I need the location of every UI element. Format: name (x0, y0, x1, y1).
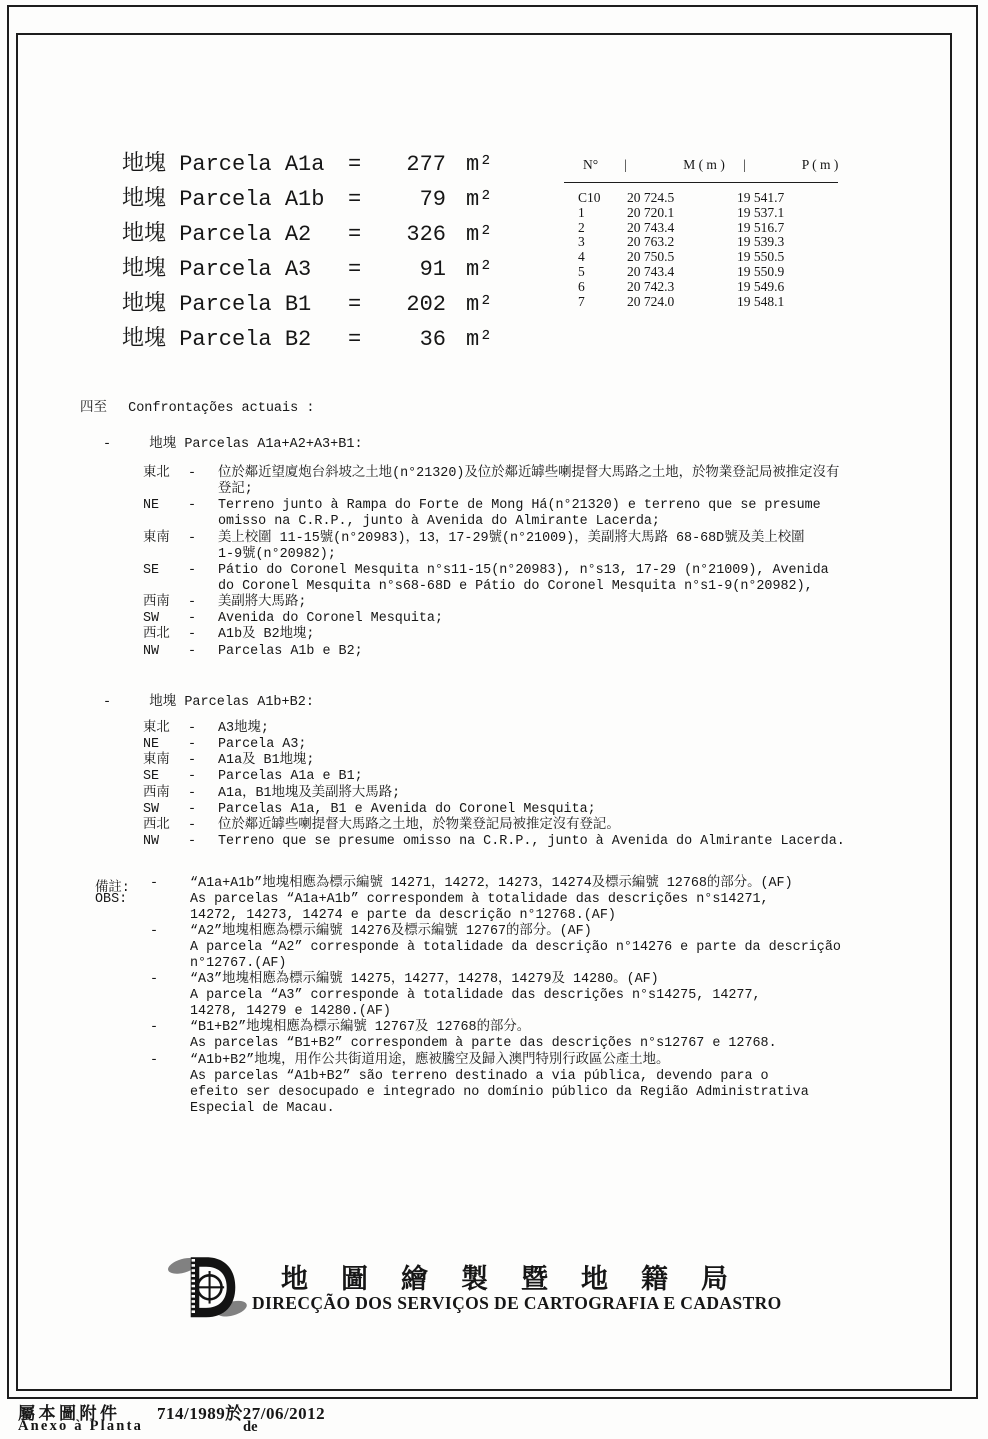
confrontation-row (143, 531, 839, 547)
confrontation-list (143, 721, 845, 850)
table-row (578, 280, 784, 295)
obs-row (150, 1004, 841, 1020)
obs-row (150, 972, 841, 988)
obs-row (150, 1053, 841, 1069)
parcel-area-list (122, 150, 492, 360)
plan-reference: 714/1989於27/06/2012 (157, 1404, 326, 1423)
point-number: 6 (578, 278, 585, 294)
direction-label: SE (143, 562, 160, 578)
coordinate-m: 20 743.4 (627, 263, 675, 279)
bullet-dash (188, 514, 218, 530)
coordinates-table (563, 157, 855, 309)
confrontation-text: do Coronel Mesquita n°s68-68D e Pátio do Coronel Mesquita n°s1-9(n°20982), (218, 578, 813, 594)
parcel-area-value: 277 (406, 152, 446, 177)
confrontation-text: Parcelas A1b e B2; (218, 643, 363, 659)
point-number: 2 (578, 219, 585, 235)
confrontation-text: 登記; (218, 482, 253, 498)
bullet-dash: - (188, 833, 197, 849)
obs-row (150, 892, 841, 908)
parcel-label: 地塊 Parcela A3 (122, 257, 312, 282)
confrontation-text: A1a及 B1地塊; (218, 753, 315, 769)
parcel-area-unit: m² (466, 257, 493, 282)
confrontation-row (143, 644, 839, 660)
bullet-dash: - (188, 753, 197, 769)
confrontation-text: 1-9號(n°20982); (218, 546, 336, 562)
confrontation-text: Parcela A3; (218, 737, 307, 753)
confrontation-text: Pátio do Coronel Mesquita n°s11-15(n°20983), n°s13, 17-29 (n°21009), Avenida (218, 562, 829, 578)
bullet-dash (150, 1004, 190, 1020)
direction-label: 東南 (143, 530, 170, 546)
direction-label: NE (143, 498, 160, 514)
parcel-label: 地塊 Parcela A2 (122, 222, 312, 247)
parcel-area-value: 326 (406, 222, 446, 247)
parcel-area-unit: m² (466, 292, 493, 317)
coordinate-m: 20 720.1 (627, 204, 675, 220)
confrontation-text: A1b及 B2地塊; (218, 627, 315, 643)
table-row (578, 295, 784, 310)
bullet-dash (150, 1085, 190, 1101)
direction-label: 西北 (143, 627, 170, 643)
parcel-label: 地塊 Parcela B2 (122, 327, 312, 352)
annex-label-pt: Anexo à Planta (18, 1418, 144, 1434)
parcel-area-unit: m² (466, 222, 493, 247)
parcel-area-unit: m² (466, 327, 493, 352)
equals-sign: = (348, 292, 362, 317)
direction-label: 西南 (143, 785, 170, 801)
direction-label: 西北 (143, 817, 170, 833)
bullet-dash: - (150, 972, 159, 988)
obs-text: “A1a+A1b”地塊相應為標示編號 14271，14272，14273，14274及標示編號 12768的部分。(AF) (190, 876, 793, 891)
obs-list (150, 876, 841, 1117)
bullet-dash: - (188, 721, 197, 736)
coordinate-p: 19 539.3 (737, 234, 785, 250)
confrontation-text: A1a，B1地塊及美副將大馬路; (218, 785, 401, 801)
table-row (578, 206, 784, 221)
bullet-dash: - (188, 737, 197, 753)
direction-label (143, 514, 188, 530)
bullet-dash: - (188, 627, 197, 643)
coordinate-m: 20 750.5 (627, 249, 675, 265)
parcel-label: 地塊 Parcela B1 (122, 292, 312, 317)
parcel-row (122, 185, 492, 220)
dscc-logo-icon (163, 1253, 251, 1325)
confrontation-text: omisso na C.R.P., junto à Avenida do Almirante Lacerda; (218, 514, 660, 530)
coordinate-m: 20 742.3 (627, 278, 675, 294)
bullet-dash (150, 908, 190, 924)
confrontation-row (143, 563, 839, 579)
table-row (578, 191, 784, 206)
coordinate-m: 20 763.2 (627, 234, 675, 250)
obs-row (150, 908, 841, 924)
point-number: 1 (578, 204, 585, 220)
point-number: 5 (578, 263, 585, 279)
bullet-dash (150, 1101, 190, 1117)
bullet-dash: - (150, 876, 159, 891)
bullet-dash: - (188, 530, 197, 546)
parcel-label: 地塊 Parcela A1b (122, 187, 325, 212)
equals-sign: = (348, 222, 362, 247)
obs-row (150, 1020, 841, 1036)
confrontation-text: 美副將大馬路; (218, 595, 307, 611)
parcel-area-value: 36 (419, 327, 446, 352)
coordinate-p: 19 550.9 (737, 263, 785, 279)
annex-label-zh: 屬本圖附件 (18, 1404, 121, 1423)
parcel-group-title (103, 431, 363, 452)
confrontation-row (143, 514, 839, 530)
bullet-dash: - (188, 817, 197, 833)
table-row (578, 250, 784, 265)
bullet-dash (150, 956, 190, 972)
obs-row (150, 1069, 841, 1085)
group-title-text: 地塊 Parcelas A1a+A2+A3+B1: (149, 437, 363, 452)
table-row (578, 265, 784, 280)
col-header-p: P ( m ) (801, 157, 839, 172)
bullet-dash: - (103, 437, 112, 452)
obs-row (150, 876, 841, 892)
header-separator: | (743, 157, 746, 172)
direction-label: SE (143, 769, 160, 785)
group-title-text: 地塊 Parcelas A1b+B2: (149, 695, 314, 710)
confrontation-row (143, 627, 839, 643)
obs-text: A parcela “A3” corresponde à totalidade das descrições n°s14275, 14277, (190, 988, 761, 1004)
agency-title-pt: DIRECÇÃO DOS SERVIÇOS DE CARTOGRAFIA E CADASTRO (252, 1293, 782, 1313)
parcel-area-unit: m² (466, 187, 493, 212)
bullet-dash (150, 1069, 190, 1085)
bullet-dash (150, 988, 190, 1004)
confrontation-text: Avenida do Coronel Mesquita; (218, 611, 443, 627)
parcel-row (122, 255, 492, 290)
direction-label: NW (143, 833, 160, 849)
obs-text: A parcela “A2” corresponde à totalidade da descrição n°14276 e parte da descrição (190, 940, 841, 956)
confrontation-row (143, 786, 845, 802)
obs-row (150, 940, 841, 956)
bullet-dash (150, 940, 190, 956)
confrontation-row (143, 466, 839, 482)
coordinate-m: 20 743.4 (627, 219, 675, 235)
direction-label: 東南 (143, 753, 170, 769)
obs-label-zh: 備註: (95, 881, 130, 896)
confrontation-text: Parcelas A1a e B1; (218, 769, 363, 785)
confrontation-row (143, 482, 839, 498)
coordinate-m: 20 724.5 (627, 190, 675, 205)
obs-row (150, 1101, 841, 1117)
parcel-label: 地塊 Parcela A1a (122, 152, 325, 177)
obs-text: As parcelas “B1+B2” correspondem à parte das descrições n°s12767 e 12768. (190, 1036, 777, 1052)
coordinate-p: 19 516.7 (737, 219, 785, 235)
bullet-dash: - (150, 1052, 159, 1068)
obs-row (150, 956, 841, 972)
direction-label: 東北 (143, 721, 170, 736)
confrontation-text: 位於鄰近望廈炮台斜坡之土地(n°21320)及位於鄰近罅些喇提督大馬路之土地，於物業登記局被推定沒有 (218, 466, 840, 481)
confrontation-list (143, 466, 839, 660)
table-row (578, 221, 784, 236)
confrontation-text: 位於鄰近罅些喇提督大馬路之土地，於物業登記局被推定沒有登記。 (218, 817, 620, 833)
col-header-n: N° (583, 157, 599, 172)
plan-reference-de: de (243, 1419, 258, 1435)
parcel-area-value: 91 (419, 257, 446, 282)
confrontation-row (143, 595, 839, 611)
obs-text: “A2”地塊相應為標示編號 14276及標示編號 12767的部分。(AF) (190, 924, 592, 940)
point-number: 3 (578, 234, 585, 250)
confrontation-row (143, 753, 845, 769)
confrontations-heading-zh: 四至 (80, 401, 107, 416)
equals-sign: = (348, 152, 362, 177)
bullet-dash (150, 892, 190, 908)
coordinate-p: 19 550.5 (737, 249, 785, 265)
coordinates-table-header (563, 157, 855, 183)
obs-text: “A3”地塊相應為標示編號 14275，14277，14278，14279及 14280。(AF) (190, 972, 659, 988)
parcel-area-unit: m² (466, 152, 493, 177)
equals-sign: = (348, 187, 362, 212)
confrontations-heading-pt: Confrontações actuais : (128, 401, 315, 416)
agency-title-zh: 地圖繪製暨地籍局 (281, 1264, 761, 1294)
parcel-row (122, 220, 492, 255)
direction-label: 東北 (143, 466, 170, 481)
bullet-dash: - (188, 785, 197, 801)
direction-label: NE (143, 737, 160, 753)
obs-label-pt: OBS: (95, 892, 128, 907)
coordinate-p: 19 548.1 (737, 293, 785, 309)
parcel-area-value: 79 (419, 187, 446, 212)
header-separator: | (624, 157, 627, 172)
point-number: 4 (578, 249, 585, 265)
bullet-dash: - (150, 1020, 159, 1036)
coordinate-p: 19 549.6 (737, 278, 785, 294)
bullet-dash: - (188, 611, 197, 627)
equals-sign: = (348, 257, 362, 282)
bullet-dash: - (188, 643, 197, 659)
obs-text: “B1+B2”地塊相應為標示編號 12767及 12768的部分。 (190, 1020, 531, 1036)
obs-text: As parcelas “A1b+B2” são terreno destinado a via pública, devendo para o (190, 1068, 769, 1084)
obs-row (150, 1036, 841, 1052)
point-number: 7 (578, 293, 585, 309)
obs-row (150, 1085, 841, 1101)
bullet-dash (188, 482, 218, 498)
bullet-dash (188, 547, 218, 563)
direction-label: NW (143, 643, 160, 659)
coordinates-table-body (578, 191, 784, 309)
obs-text: efeito ser desocupado e integrado no domínio público da Região Administrativa (190, 1084, 809, 1100)
bullet-dash: - (188, 498, 197, 514)
confrontation-text: Terreno junto à Rampa do Forte de Mong Há(n°21320) e terreno que se presume (218, 498, 821, 514)
confrontation-row (143, 611, 839, 627)
bullet-dash (150, 1036, 190, 1052)
header-rule (564, 182, 838, 183)
obs-text: 14278, 14279 e 14280.(AF) (190, 1004, 391, 1020)
parcel-row (122, 290, 492, 325)
col-header-m: M ( m ) (683, 157, 725, 172)
table-row (578, 235, 784, 250)
direction-label: SW (143, 801, 160, 817)
obs-text: n°12767.(AF) (190, 956, 287, 972)
confrontation-text: 美上校圍 11-15號(n°20983)，13，17-29號(n°21009)，美副將大馬路 68-68D號及美上校圍 (218, 530, 805, 546)
obs-row (150, 924, 841, 940)
confrontation-row (143, 737, 845, 753)
bullet-dash: - (103, 695, 112, 710)
bullet-dash: - (188, 466, 197, 481)
direction-label: SW (143, 611, 160, 627)
confrontation-row (143, 721, 845, 737)
bullet-dash: - (188, 562, 197, 578)
confrontation-text: A3地塊; (218, 721, 269, 736)
confrontation-row (143, 547, 839, 563)
obs-text: 14272, 14273, 14274 e parte da descrição n°12768.(AF) (190, 908, 616, 924)
equals-sign: = (348, 327, 362, 352)
coordinate-p: 19 541.7 (737, 190, 785, 205)
confrontation-text: Terreno que se presume omisso na C.R.P., junto à Avenida do Almirante Lacerda. (218, 833, 845, 849)
direction-label (143, 579, 188, 595)
point-number: C10 (578, 190, 601, 205)
obs-text: As parcelas “A1a+A1b” correspondem à totalidade das descrições n°s14271, (190, 892, 769, 908)
confrontation-row (143, 802, 845, 818)
confrontation-row (143, 498, 839, 514)
obs-text: Especial de Macau. (190, 1100, 335, 1116)
bullet-dash: - (188, 769, 197, 785)
direction-label (143, 482, 188, 498)
parcel-row (122, 325, 492, 360)
confrontation-row (143, 818, 845, 834)
direction-label (143, 547, 188, 563)
confrontation-text: Parcelas A1a, B1 e Avenida do Coronel Mesquita; (218, 801, 596, 817)
bullet-dash: - (150, 924, 159, 940)
bullet-dash: - (188, 595, 197, 611)
obs-text: “A1b+B2”地塊，用作公共街道用途，應被騰空及歸入澳門特別行政區公產土地。 (190, 1052, 670, 1068)
coordinate-p: 19 537.1 (737, 204, 785, 220)
parcel-group-title (103, 689, 314, 710)
bullet-dash (188, 579, 218, 595)
parcel-row (122, 150, 492, 185)
confrontation-row (143, 834, 845, 850)
bullet-dash: - (188, 801, 197, 817)
obs-row (150, 988, 841, 1004)
confrontation-row (143, 579, 839, 595)
confrontations-heading (80, 395, 314, 416)
direction-label: 西南 (143, 595, 170, 611)
coordinate-m: 20 724.0 (627, 293, 675, 309)
parcel-area-value: 202 (406, 292, 446, 317)
confrontation-row (143, 769, 845, 785)
